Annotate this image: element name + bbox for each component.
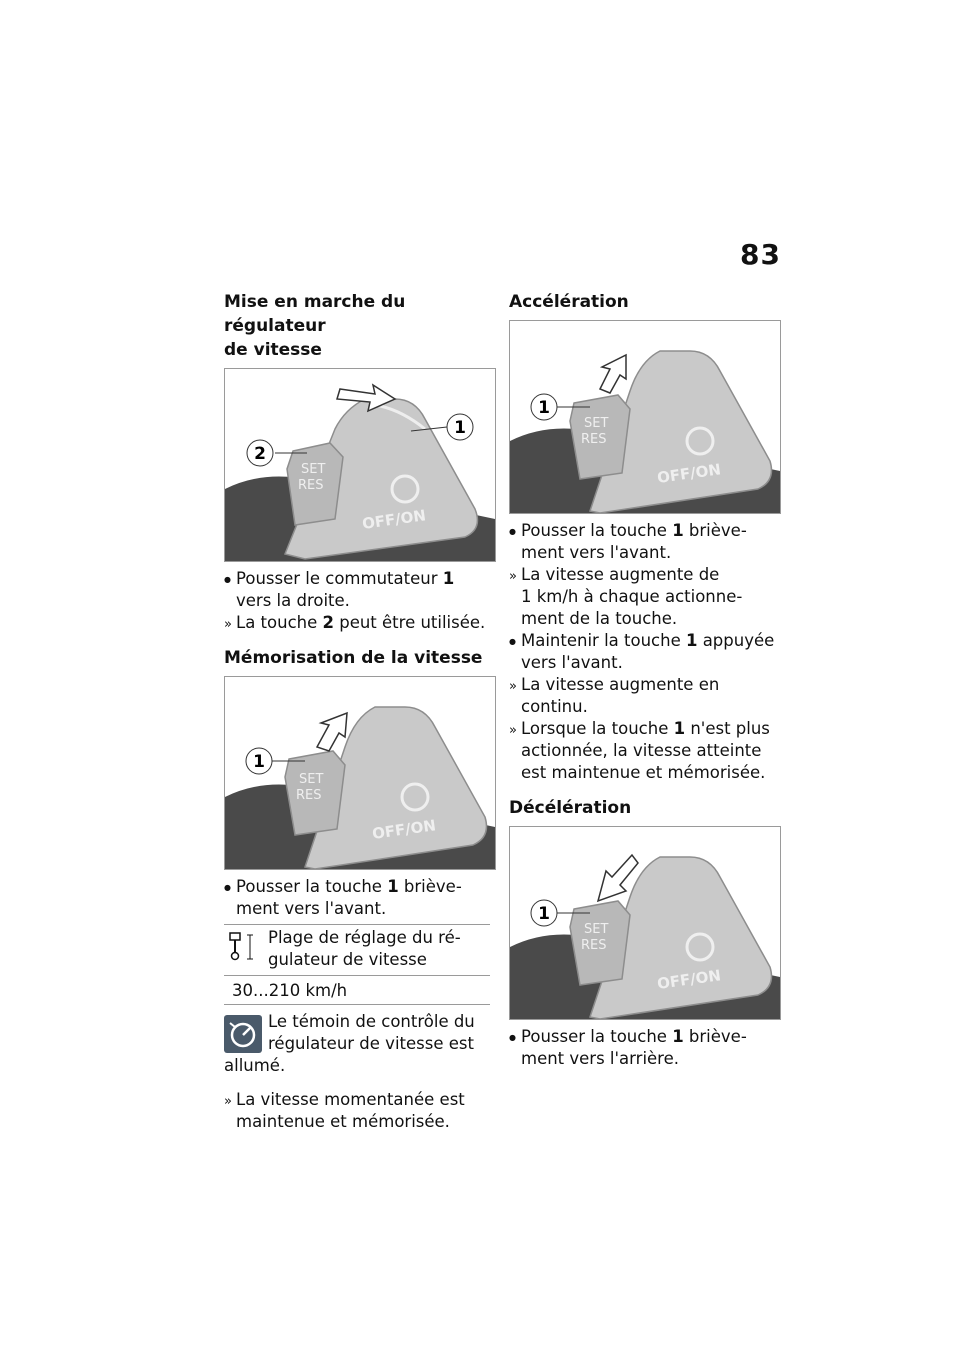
step-hold-button-forward: ● Maintenir la touche 1 appuyée vers l'avant. (509, 630, 781, 674)
wrench-gauge-icon (228, 931, 256, 967)
svg-text:SET: SET (299, 772, 324, 787)
svg-text:OFF/ON: OFF/ON (656, 966, 722, 993)
section-heading-deceleration: Décélération (509, 798, 632, 818)
spec-table-header: Plage de réglage du ré- gulateur de vitesse (224, 925, 490, 976)
result-speed-increase-step: » La vitesse augmente de 1 km/h à chaque actionne- ment de la touche. (509, 564, 781, 630)
arrow-icon-forward (317, 713, 347, 751)
callout-1: 1 (454, 418, 466, 438)
figure-switch-accelerate (509, 320, 781, 514)
callout-1: 1 (538, 904, 550, 924)
spec-table (224, 924, 490, 1005)
svg-text:RES: RES (581, 432, 607, 447)
callout-1: 1 (253, 752, 265, 772)
page-number: 83 (740, 238, 781, 271)
result-speed-memorised: » La vitesse momentanée est maintenue et mémorisée. (224, 1089, 496, 1133)
svg-text:RES: RES (296, 788, 322, 803)
arrow-icon-forward (600, 355, 626, 393)
svg-text:OFF/ON: OFF/ON (656, 460, 722, 487)
figure-switch-decelerate (509, 826, 781, 1020)
result-speed-increase-continuous: » La vitesse augmente en continu. (509, 674, 781, 718)
svg-text:OFF/ON: OFF/ON (361, 506, 427, 533)
svg-text:SET: SET (584, 416, 609, 431)
callout-2: 2 (254, 444, 266, 464)
svg-text:SET: SET (301, 462, 326, 477)
svg-text:RES: RES (298, 478, 324, 493)
callout-1: 1 (538, 398, 550, 418)
left-column (224, 290, 496, 1133)
svg-text:RES: RES (581, 938, 607, 953)
step-push-button-forward: ● Pousser la touche 1 briève- ment vers l'avant. (224, 876, 496, 920)
figure-switch-right (224, 368, 496, 562)
cruise-control-icon (224, 1015, 262, 1053)
section-heading-activation: Mise en marche du régulateur de vitesse (224, 292, 406, 360)
step-push-button-forward-accel: ● Pousser la touche 1 briève- ment vers l'avant. (509, 520, 781, 564)
svg-text:SET: SET (584, 922, 609, 937)
svg-text:OFF/ON: OFF/ON (371, 816, 437, 843)
result-speed-held: » Lorsque la touche 1 n'est plus actionnée, la vitesse atteinte est maintenue et mémorisée. (509, 718, 781, 784)
step-push-button-backward: ● Pousser la touche 1 briève- ment vers l'arrière. (509, 1026, 781, 1070)
result-button-2-usable: » La touche 2 peut être utilisée. (224, 612, 496, 634)
spec-table-value: 30...210 km/h (224, 976, 490, 1005)
indicator-note: Le témoin de contrôle du régulateur de vitesse est allumé. (224, 1012, 475, 1075)
step-push-switch-right: ● Pousser le commutateur 1 vers la droite. (224, 568, 496, 612)
right-column (509, 290, 781, 1070)
section-heading-memorisation: Mémorisation de la vitesse (224, 648, 483, 668)
section-heading-acceleration: Accélération (509, 292, 629, 312)
figure-switch-forward (224, 676, 496, 870)
